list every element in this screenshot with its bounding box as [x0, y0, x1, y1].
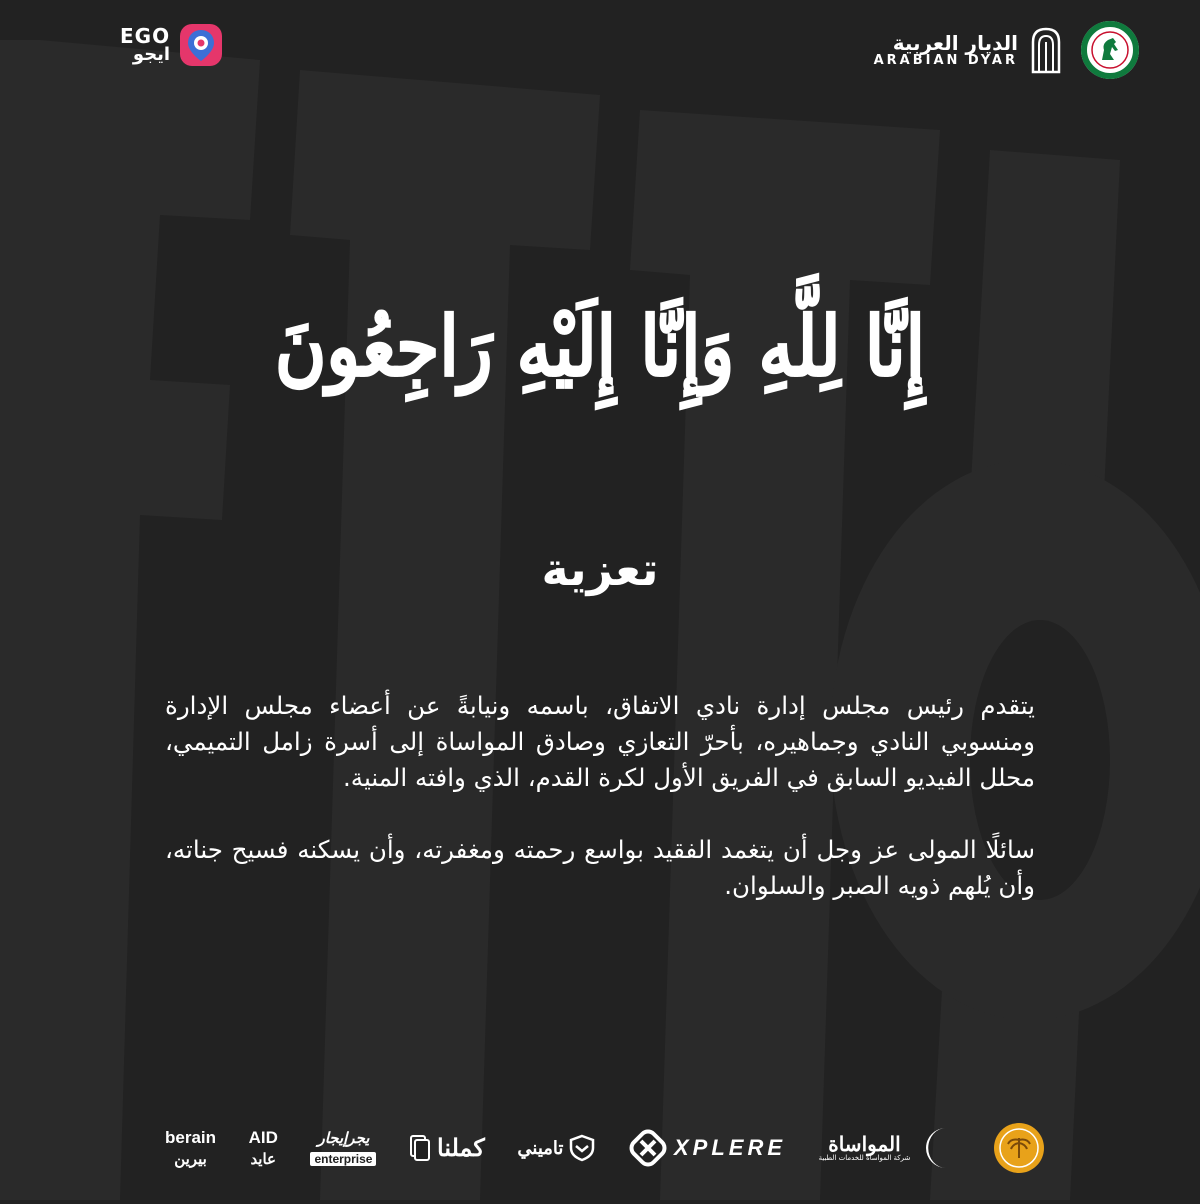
- aid-logo: [249, 1129, 278, 1167]
- header-partner-logos: [874, 20, 1140, 80]
- condolence-paragraph-2: سائلًا المولى عز وجل أن يتغمد الفقيد بواسع رحمته ومغفرته، وأن يسكنه فسيح جناته، وأن يُلهم ذويه الصبر والسلوان.: [165, 835, 1035, 900]
- royal-commission-seal-logo: [993, 1122, 1045, 1174]
- condolence-message: [165, 688, 1035, 940]
- enterprise-name-en: enterprise: [310, 1152, 376, 1166]
- crescent-icon: [916, 1124, 960, 1172]
- ego-name-en: EGO: [120, 24, 171, 48]
- arabian-dyar-name-en: ARABIAN DYAR: [873, 52, 1018, 68]
- berain-name-en: berain: [165, 1128, 217, 1147]
- calligraphy-verse: [250, 250, 1038, 440]
- page-title: تعزية: [541, 542, 659, 596]
- calligraphy-text: إِنَّا لِلَّهِ وَإِنَّا إِلَيْهِ رَاجِعُونَ: [275, 299, 1038, 395]
- arabian-dyar-logo: [874, 26, 1062, 74]
- aid-name-en: AID: [248, 1128, 278, 1147]
- arabian-dyar-name-ar: الديار العربية: [892, 30, 1018, 55]
- tamini-shield-logo: [517, 1134, 595, 1162]
- berain-logo: [165, 1129, 216, 1167]
- aid-name-ar: عايد: [250, 1151, 277, 1168]
- arch-door-icon: [1030, 26, 1062, 74]
- ego-name-ar: ايجو: [132, 44, 171, 65]
- ego-sponsor-logo: [120, 22, 224, 68]
- xplere-name-en: XPLERE: [673, 1135, 787, 1160]
- enterprise-name-ar: يجرإيجار: [317, 1129, 370, 1147]
- ego-location-pin-icon: [178, 22, 224, 68]
- tamini-name-ar: تاميني: [517, 1137, 564, 1158]
- ego-wordmark: [120, 26, 170, 64]
- mouwasat-crescent-logo: [819, 1124, 961, 1172]
- xplere-logo: [628, 1128, 786, 1168]
- kammilna-name-ar: كملنا: [437, 1134, 485, 1162]
- xplere-x-icon: [628, 1128, 668, 1168]
- ettifaq-club-horse-logo: [1080, 20, 1140, 80]
- shield-icon: [569, 1134, 595, 1162]
- kammilna-cards-logo: [409, 1134, 485, 1163]
- enterprise-logo: [310, 1131, 376, 1166]
- condolence-paragraph-1: يتقدم رئيس مجلس إدارة نادي الاتفاق، باسمه ونيابةً عن أعضاء مجلس الإدارة ومنسوبي النادي وجماهيره، بأحرّ التعازي وصادق المواساة إلى أسرة زامل التميمي، محلل الفيديو السابق في الفريق الأول لكرة القدم، الذي وافته المنية.: [165, 691, 1035, 792]
- berain-name-ar: بيرين: [174, 1151, 207, 1168]
- palm-seal-icon: [993, 1122, 1045, 1174]
- mouwasat-subtitle: شركة المواساة للخدمات الطبية: [818, 1153, 911, 1162]
- mouwasat-name-ar: المواساة: [828, 1133, 901, 1156]
- playing-cards-icon: [409, 1134, 431, 1162]
- sponsors-bar: [165, 1118, 1045, 1178]
